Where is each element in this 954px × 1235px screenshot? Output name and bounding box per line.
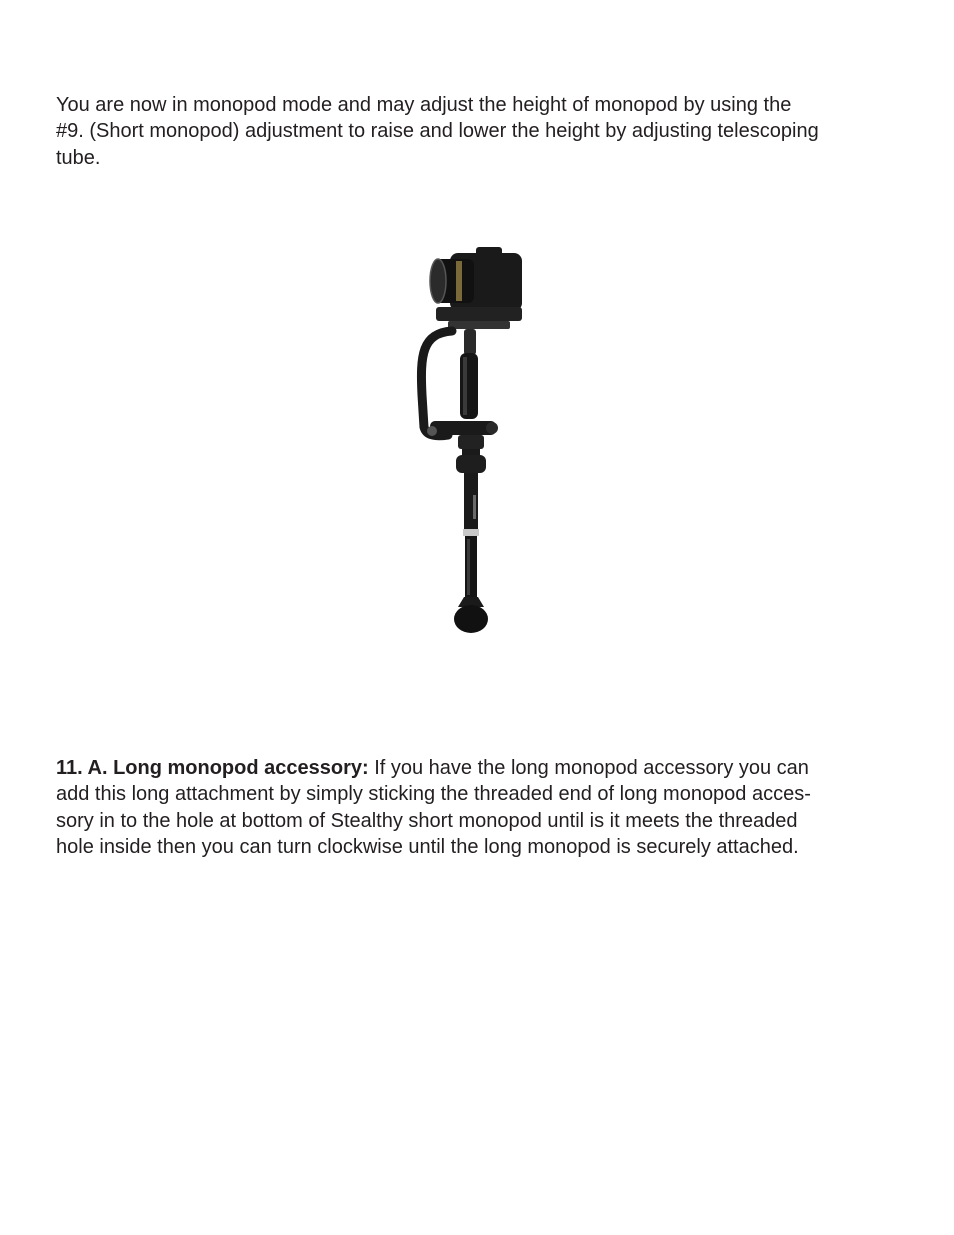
text-segment: If you have the long monopod accessory you can [368, 757, 809, 779]
plate-mount [448, 321, 510, 329]
gimbal-post [464, 329, 476, 355]
lower-tube-highlight [467, 539, 470, 595]
monopod-lower-tube [465, 536, 477, 598]
bracket-knob [427, 426, 437, 436]
text-line: add this long attachment by simply sticking the threaded end of long monopod acces- [56, 783, 811, 806]
instruction-paragraph-long-monopod [56, 755, 906, 860]
lens-gold-ring [456, 261, 462, 301]
text-line [56, 755, 906, 781]
text-line: You are now in monopod mode and may adjust the height of monopod by using the [56, 94, 792, 116]
handle-frame [421, 331, 452, 436]
text-line: sory in to the hole at bottom of Stealthy short monopod until is it meets the threaded [56, 809, 798, 832]
grip-highlight [463, 357, 467, 415]
bracket-knob-right [486, 422, 498, 434]
telescoping-lock-knob [456, 455, 486, 473]
instruction-paragraph-monopod-mode [56, 92, 906, 171]
monopod-collar-top [458, 435, 484, 449]
monopod-camera-photo [400, 245, 550, 645]
grip-handle [460, 353, 478, 419]
tube-silver-band [463, 529, 479, 536]
text-line: tube. [56, 146, 101, 169]
text-line: #9. (Short monopod) adjustment to raise and lower the height by adjusting telescoping [56, 120, 819, 143]
quick-release-plate [436, 307, 522, 321]
lens-front-element [430, 259, 446, 303]
camera-viewfinder-hump [476, 247, 502, 261]
monopod-camera-illustration [400, 245, 550, 645]
text-line: hole inside then you can turn clockwise until the long monopod is securely attached. [56, 835, 799, 858]
section-lead-heading: 11. A. Long monopod accessory: [56, 757, 369, 779]
tube-logo-mark [473, 495, 476, 519]
monopod-foot [454, 605, 488, 633]
